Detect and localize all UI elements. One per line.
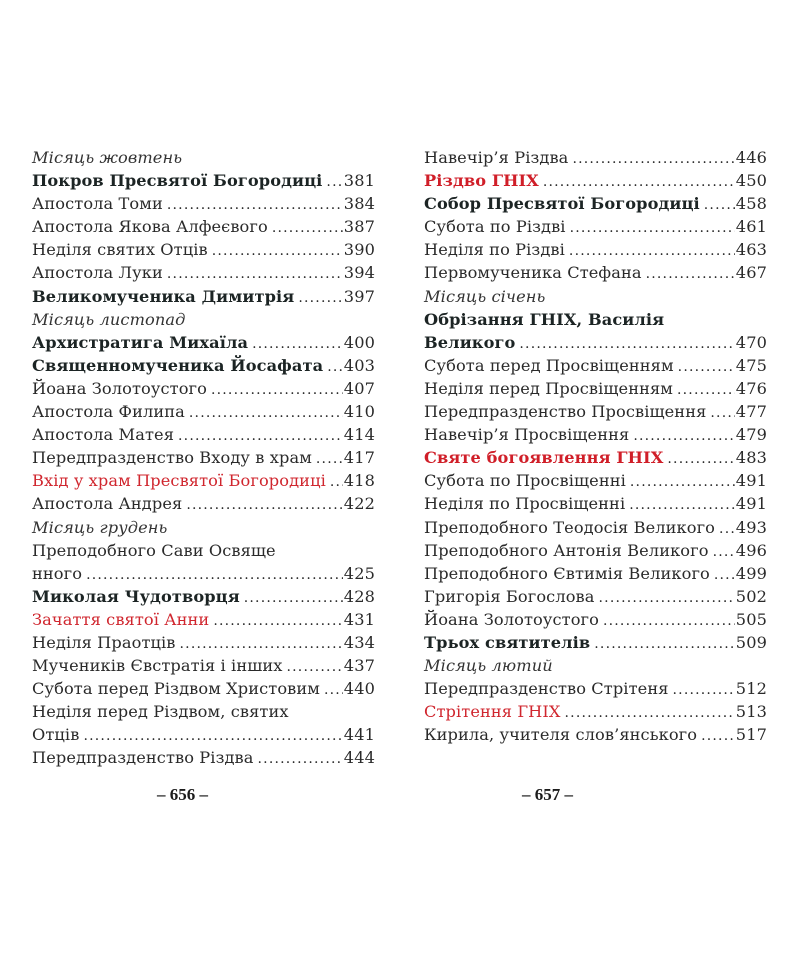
toc-entry[interactable] — [424, 446, 767, 469]
entry-title: Апостола Луки — [32, 263, 163, 283]
toc-entry[interactable] — [424, 169, 767, 192]
entry-title: Передпразденство Стрітеня — [424, 679, 669, 699]
dot-leader — [667, 448, 734, 469]
entry-page-number: 428 — [343, 586, 375, 606]
toc-entry[interactable] — [424, 631, 767, 654]
toc-entry-line1[interactable] — [32, 539, 375, 562]
toc-entry[interactable] — [424, 215, 767, 238]
toc-entry[interactable] — [32, 377, 375, 400]
dot-leader — [599, 587, 735, 608]
dot-leader — [519, 333, 734, 354]
dot-leader — [189, 402, 343, 423]
toc-entry[interactable] — [32, 238, 375, 261]
entry-title: Собор Пресвятої Богородиці — [424, 194, 700, 214]
toc-entry[interactable] — [424, 677, 767, 700]
toc-entry[interactable] — [32, 192, 375, 215]
toc-entry[interactable] — [424, 331, 767, 354]
dot-leader — [244, 587, 343, 608]
dot-leader — [330, 471, 343, 492]
toc-entry[interactable] — [424, 354, 767, 377]
entry-page-number: 479 — [735, 425, 767, 445]
dot-leader — [258, 748, 343, 769]
entry-title: Отців — [32, 725, 80, 745]
dot-leader — [86, 564, 343, 585]
dot-leader — [629, 494, 735, 515]
entry-title: Апостола Матея — [32, 425, 175, 445]
entry-page-number: 387 — [343, 217, 375, 237]
toc-entry[interactable] — [424, 261, 767, 284]
dot-leader — [572, 148, 734, 169]
dot-leader — [594, 633, 735, 654]
entry-page-number: 407 — [343, 378, 375, 398]
entry-page-number: 483 — [735, 448, 767, 468]
entry-title: Священномученика Йосафата — [32, 355, 324, 375]
dot-leader — [167, 263, 343, 284]
toc-entry[interactable] — [424, 562, 767, 585]
dot-leader — [565, 702, 735, 723]
dot-leader — [287, 656, 343, 677]
dot-leader — [272, 217, 343, 238]
entry-title: Апостола Андрея — [32, 494, 183, 514]
dot-leader — [678, 356, 735, 377]
toc-entry[interactable] — [424, 192, 767, 215]
entry-title: Григорія Богослова — [424, 586, 595, 606]
entry-title: Архистратига Михаїла — [32, 332, 249, 352]
toc-entry[interactable] — [424, 516, 767, 539]
entry-page-number: 461 — [735, 217, 767, 237]
entry-page-number: 517 — [735, 725, 767, 745]
entry-title: Первомученика Стефана — [424, 263, 642, 283]
entry-title: Субота по Просвіщенні — [424, 471, 626, 491]
entry-page-number: 431 — [343, 609, 375, 629]
dot-leader — [701, 725, 735, 746]
entry-title: Навечір’я Різдва — [424, 148, 569, 167]
entry-title: Неділя святих Отців — [32, 240, 208, 260]
toc-entry[interactable] — [424, 723, 767, 746]
entry-title: Різдво ГНІХ — [424, 171, 539, 191]
toc-entry[interactable] — [424, 377, 767, 400]
entry-title: Навечір’я Просвіщення — [424, 425, 630, 445]
dot-leader — [673, 679, 735, 700]
entry-page-number: 434 — [343, 632, 375, 652]
entry-title: Неділя перед Просвіщенням — [424, 378, 673, 398]
dot-leader — [543, 171, 735, 192]
page-number-left: – 656 – — [157, 785, 208, 804]
toc-entry[interactable] — [32, 285, 375, 308]
dot-leader — [719, 518, 735, 539]
dot-leader — [326, 171, 342, 192]
table-of-contents-left — [32, 146, 375, 770]
entry-page-number: 496 — [735, 540, 767, 560]
toc-entry[interactable] — [32, 469, 375, 492]
entry-page-number: 475 — [735, 355, 767, 375]
entry-page-number: 397 — [343, 286, 375, 306]
entry-page-number: 513 — [735, 702, 767, 722]
entry-title: Субота перед Різдвом Христовим — [32, 679, 320, 699]
entry-page-number: 467 — [735, 263, 767, 283]
toc-entry[interactable] — [424, 423, 767, 446]
entry-title: Мучеників Євстратія і інших — [32, 656, 283, 676]
dot-leader — [630, 471, 735, 492]
entry-page-number: 425 — [343, 563, 375, 583]
toc-entry[interactable] — [32, 677, 375, 700]
toc-entry-line1[interactable] — [424, 308, 767, 331]
dot-leader — [213, 610, 342, 631]
entry-title: Субота по Різдві — [424, 217, 566, 237]
entry-title-line1: Неділя перед Різдвом, святих — [32, 702, 289, 722]
toc-entry[interactable] — [32, 400, 375, 423]
entry-title: Покров Пресвятої Богородиці — [32, 171, 323, 191]
dot-leader — [324, 679, 343, 700]
page-number-right: – 657 – — [522, 785, 573, 804]
toc-entry[interactable] — [424, 238, 767, 261]
entry-title: Святе богоявлення ГНІХ — [424, 448, 664, 468]
entry-title: Йоана Золотоустого — [32, 378, 207, 398]
entry-page-number: 509 — [735, 632, 767, 652]
entry-title: Неділя Праотців — [32, 632, 176, 652]
entry-title: Апостола Якова Алфеєвого — [32, 217, 268, 237]
toc-entry-line1[interactable] — [32, 700, 375, 723]
toc-entry[interactable] — [32, 746, 375, 769]
entry-title: Передпразденство Просвіщення — [424, 402, 707, 422]
dot-leader — [211, 379, 343, 400]
dot-leader — [603, 610, 735, 631]
entry-title: нного — [32, 563, 83, 583]
toc-entry[interactable] — [32, 492, 375, 515]
dot-leader — [186, 494, 342, 515]
entry-page-number: 491 — [735, 494, 767, 514]
dot-leader — [180, 633, 343, 654]
entry-page-number: 440 — [343, 679, 375, 699]
month-heading: Місяць січень — [424, 286, 546, 306]
dot-leader — [646, 263, 735, 284]
entry-page-number: 417 — [343, 448, 375, 468]
entry-page-number: 450 — [735, 171, 767, 191]
entry-page-number: 394 — [343, 263, 375, 283]
entry-title: Йоана Золотоустого — [424, 609, 599, 629]
entry-title: Неділя по Різдві — [424, 240, 565, 260]
toc-entry[interactable] — [32, 261, 375, 284]
dot-leader — [212, 240, 343, 261]
toc-entry[interactable] — [32, 169, 375, 192]
entry-page-number: 410 — [343, 402, 375, 422]
entry-title: Великого — [424, 332, 516, 352]
entry-title: Преподобного Теодосія Великого — [424, 517, 716, 537]
entry-page-number: 418 — [343, 471, 375, 491]
entry-page-number: 422 — [343, 494, 375, 514]
month-heading: Місяць грудень — [32, 517, 168, 537]
toc-entry[interactable] — [424, 585, 767, 608]
toc-entry[interactable] — [424, 146, 767, 169]
entry-page-number: 414 — [343, 425, 375, 445]
entry-title: Неділя по Просвіщенні — [424, 494, 626, 514]
dot-leader — [704, 194, 735, 215]
entry-title: Вхід у храм Пресвятої Богородиці — [32, 471, 326, 491]
entry-title: Преподобного Антонія Великого — [424, 540, 709, 560]
entry-title: Зачаття святої Анни — [32, 609, 210, 629]
toc-entry[interactable] — [32, 585, 375, 608]
dot-leader — [633, 425, 734, 446]
entry-page-number: 444 — [343, 748, 375, 768]
month-heading: Місяць лютий — [424, 656, 553, 676]
dot-leader — [327, 356, 343, 377]
entry-page-number: 470 — [735, 332, 767, 352]
entry-title: Кирила, учителя слов’янського — [424, 725, 698, 745]
dot-leader — [83, 725, 342, 746]
dot-leader — [298, 287, 342, 308]
entry-page-number: 437 — [343, 656, 375, 676]
entry-title-line1: Обрізання ГНІХ, Василія — [424, 309, 665, 329]
entry-page-number: 502 — [735, 586, 767, 606]
dot-leader — [677, 379, 735, 400]
month-heading: Місяць листопад — [32, 309, 186, 329]
entry-page-number: 458 — [735, 194, 767, 214]
toc-entry[interactable] — [424, 492, 767, 515]
entry-page-number: 463 — [735, 240, 767, 260]
entry-title: Апостола Томи — [32, 194, 163, 214]
entry-page-number: 381 — [343, 171, 375, 191]
toc-entry[interactable] — [424, 608, 767, 631]
dot-leader — [714, 564, 735, 585]
toc-entry[interactable] — [32, 331, 375, 354]
entry-title: Стрітення ГНІХ — [424, 702, 561, 722]
right-page — [424, 146, 767, 746]
entry-title: Передпразденство Різдва — [32, 748, 254, 768]
entry-page-number: 477 — [735, 402, 767, 422]
entry-page-number: 446 — [735, 148, 767, 167]
entry-page-number: 499 — [735, 563, 767, 583]
toc-entry[interactable] — [32, 562, 375, 585]
entry-page-number: 390 — [343, 240, 375, 260]
entry-page-number: 384 — [343, 194, 375, 214]
entry-title: Преподобного Євтимія Великого — [424, 563, 710, 583]
entry-title-line1: Преподобного Сави Освяще — [32, 540, 276, 560]
entry-page-number: 491 — [735, 471, 767, 491]
toc-entry[interactable] — [32, 446, 375, 469]
toc-entry[interactable] — [32, 608, 375, 631]
entry-title: Передпразденство Входу в храм — [32, 448, 312, 468]
entry-title: Апостола Филипа — [32, 402, 185, 422]
table-of-contents-right — [424, 146, 767, 746]
entry-title: Субота перед Просвіщенням — [424, 355, 674, 375]
entry-page-number: 493 — [735, 517, 767, 537]
entry-page-number: 505 — [735, 609, 767, 629]
entry-page-number: 400 — [343, 332, 375, 352]
dot-leader — [178, 425, 343, 446]
entry-page-number: 476 — [735, 378, 767, 398]
entry-page-number: 403 — [343, 355, 375, 375]
dot-leader — [569, 240, 735, 261]
toc-entry[interactable] — [32, 423, 375, 446]
entry-page-number: 512 — [735, 679, 767, 699]
toc-entry[interactable] — [424, 539, 767, 562]
toc-entry[interactable] — [424, 469, 767, 492]
left-page — [32, 146, 375, 770]
dot-leader — [167, 194, 343, 215]
dot-leader — [710, 402, 734, 423]
toc-entry[interactable] — [32, 354, 375, 377]
entry-page-number: 441 — [343, 725, 375, 745]
entry-title: Трьох святителів — [424, 632, 591, 652]
month-heading: Місяць жовтень — [32, 148, 183, 167]
dot-leader — [570, 217, 735, 238]
entry-title: Великомученика Димитрія — [32, 286, 295, 306]
dot-leader — [252, 333, 343, 354]
toc-entry[interactable] — [32, 723, 375, 746]
toc-entry[interactable] — [424, 400, 767, 423]
dot-leader — [713, 541, 735, 562]
toc-entry[interactable] — [32, 654, 375, 677]
dot-leader — [316, 448, 343, 469]
toc-entry[interactable] — [32, 215, 375, 238]
entry-title: Миколая Чудотворця — [32, 586, 240, 606]
toc-entry[interactable] — [32, 631, 375, 654]
toc-entry[interactable] — [424, 700, 767, 723]
